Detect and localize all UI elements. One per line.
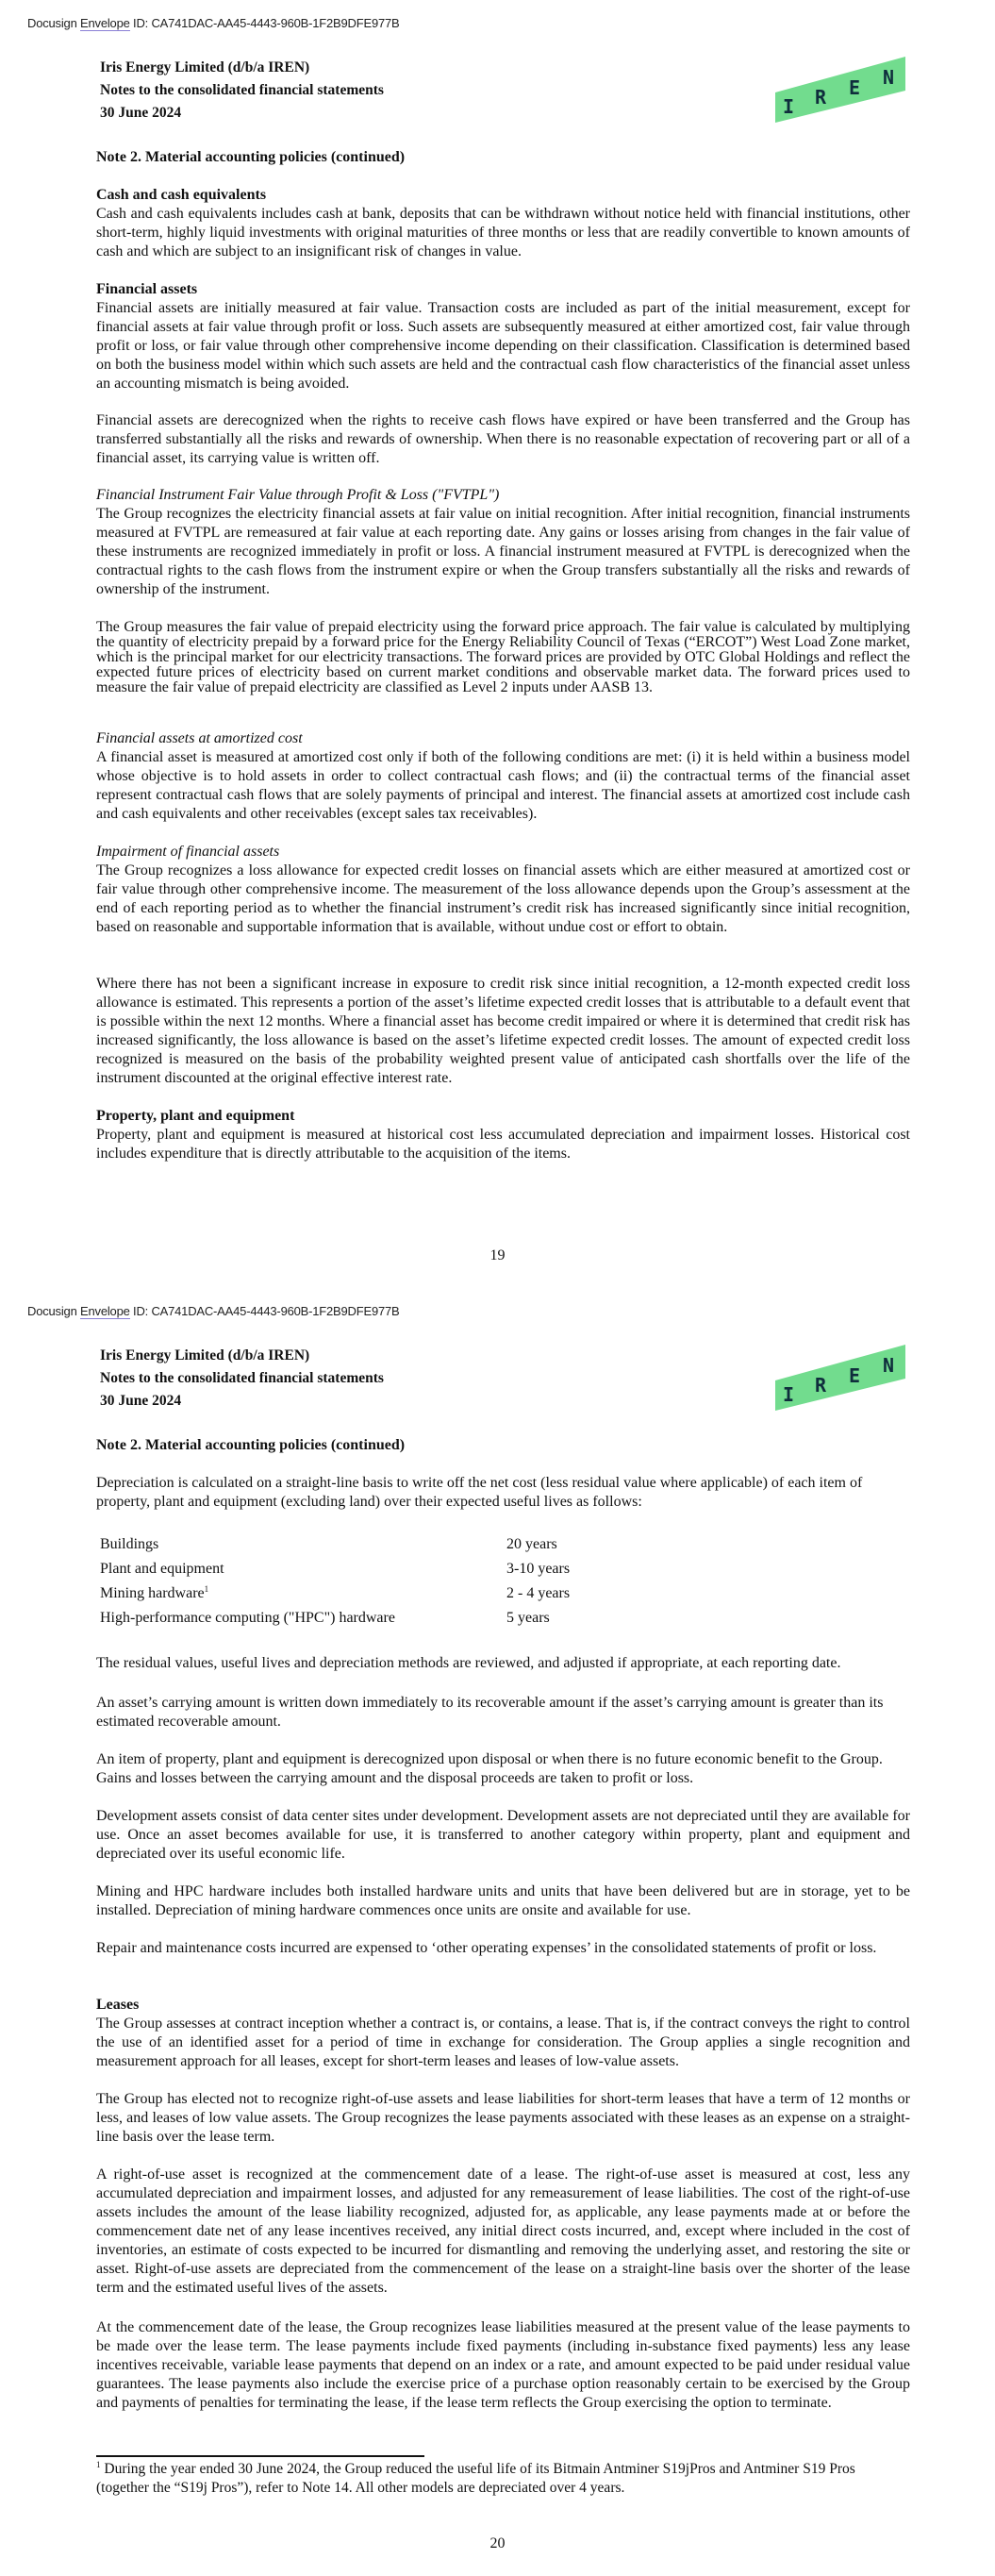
paragraph: The Group recognizes a loss allowance for expected credit losses on financial assets which are either measured at amortized cost or fair value through other comprehensive income. The measurement of the loss allowance depends upon the Group’s assessment at the end of each reporting period as to whether the financial instrument’s credit risk has increased significantly since initial recognition, based on reasonable and supportable information that is available, without undue cost or effort to obtain. [96, 862, 910, 935]
table-row [100, 1561, 571, 1578]
envelope-id: ID: CA741DAC-AA45-4443-960B-1F2B9DFE977B [129, 16, 400, 30]
useful-life: 5 years [506, 1610, 550, 1626]
footnote-text: During the year ended 30 June 2024, the Group reduced the useful life of its Bitmain Antminer S19jPros and Antminer S19 Pros (together the “S19j Pros”), refer to Note 14. All other models are depreciated over 4 years. [96, 2461, 855, 2496]
report-header [100, 57, 384, 125]
logo-letter: E [848, 76, 861, 99]
report-subtitle: Notes to the consolidated financial statements [100, 82, 384, 98]
footnote-ref[interactable]: 1 [204, 1584, 209, 1594]
report-date: 30 June 2024 [100, 105, 182, 121]
paragraph: An asset’s carrying amount is written down immediately to its recoverable amount if the asset’s carrying amount is greater than its estimated recoverable amount. [96, 1695, 884, 1730]
section-heading: Financial assets [96, 281, 198, 297]
subsection-heading: Financial assets at amortized cost [96, 730, 303, 746]
envelope-prefix: Docusign [27, 16, 81, 30]
report-subtitle: Notes to the consolidated financial statements [100, 1370, 384, 1386]
asset-class: Buildings [100, 1536, 159, 1552]
paragraph: At the commencement date of the lease, the Group recognizes lease liabilities measured at the present value of the lease payments to be made over the lease term. The lease payments include fixed payments (including in-substance fixed payments) less any lease incentives receivable, variable lease payments that depend on an index or a rate, and amount expected to be paid under residual value guarantees. The lease payments also include the exercise price of a purchase option reasonably certain to be exercised by the Group and payments of penalties for terminating the lease, if the lease term reflects the Group exercising the option to terminate. [96, 2319, 910, 2411]
section-heading: Property, plant and equipment [96, 1108, 295, 1124]
paragraph: Where there has not been a significant increase in exposure to credit risk since initial recognition, a 12-month expected credit loss allowance is estimated. This represents a portion of the asset’s lifetime expected credit losses that is attributable to a default event that is possible within the next 12 months. Where a financial asset has become credit impaired or where it is determined that credit risk has increased significantly, the loss allowance is based on the asset’s lifetime expected credit losses. The amount of expected credit loss recognized is measured on the basis of the probability weighted present value of anticipated cash shortfalls over the life of the instrument discounted at the original effective interest rate. [96, 976, 910, 1086]
paragraph: An item of property, plant and equipment is derecognized upon disposal or when there is no future economic benefit to the Group. Gains and losses between the carrying amount and the disposal proceeds are taken to profit or loss. [96, 1751, 883, 1786]
paragraph: Repair and maintenance costs incurred are expensed to ‘other operating expenses’ in the consolidated statements of profit or loss. [96, 1940, 877, 1956]
page-number: 19 [489, 1247, 506, 1263]
page-number: 20 [489, 2535, 506, 2551]
logo-letter: R [814, 1374, 827, 1397]
logo-letter: N [882, 1354, 895, 1377]
asset-class: High-performance computing ("HPC") hardware [100, 1610, 395, 1626]
table-row [100, 1610, 550, 1627]
paragraph: The Group assesses at contract inception whether a contract is, or contains, a lease. That is, if the contract conveys the right to control the use of an identified asset for a period of time in exchange for consideration. The Group applies a single recognition and measurement approach for all leases, except for short-term leases and leases of low-value assets. [96, 2016, 910, 2069]
paragraph: Depreciation is calculated on a straight-line basis to write off the net cost (less residual value where applicable) of each item of property, plant and equipment (excluding land) over their expected useful lives as follows: [96, 1475, 863, 1510]
paragraph: The Group measures the fair value of prepaid electricity using the forward price approach. The fair value is calculated by multiplying the quantity of electricity prepaid by a forward price for the Energy Reliability Council of Texas (“ERCOT”) West Load Zone market, which is the principal market for our electricity transactions. The forward prices are provided by OTC Global Holdings and reflect the expected future prices of electricity based on current market conditions and observable market data. The forward prices used to measure the fair value of prepaid electricity are classified as Level 2 inputs under AASB 13. [96, 619, 910, 695]
envelope-link[interactable]: Envelope [80, 16, 130, 30]
useful-life: 20 years [506, 1536, 557, 1552]
table-row [100, 1584, 571, 1602]
paragraph: Financial assets are initially measured at fair value. Transaction costs are included as part of the initial measurement, except for financial assets at fair value through profit or loss. Such assets are subsequently measured at either amortized cost, fair value through profit or loss, or fair value through other comprehensive income depending on their classification. Classification is determined based on both the business model within which such assets are held and the contractual cash flow characteristics of the financial asset unless an accounting mismatch is being avoided. [96, 300, 910, 392]
envelope-id: ID: CA741DAC-AA45-4443-960B-1F2B9DFE977B [129, 1304, 400, 1318]
section-heading: Cash and cash equivalents [96, 187, 267, 203]
docusign-envelope-id [27, 16, 400, 30]
asset-class: Plant and equipment [100, 1561, 224, 1577]
footnote [96, 2460, 910, 2498]
table-row [100, 1536, 557, 1553]
iren-logo [773, 55, 907, 125]
iren-logo [773, 1343, 907, 1413]
logo-letter: R [814, 86, 827, 109]
paragraph: The Group has elected not to recognize right-of-use assets and lease liabilities for short-term leases that have a term of 12 months or less, and leases of low value assets. The Group recognizes the lease payments associated with these leases as an expense on a straight-line basis over the lease term. [96, 2091, 910, 2145]
paragraph: The Group recognizes the electricity financial assets at fair value on initial recognition. After initial recognition, financial instruments measured at FVTPL are remeasured at fair value at each reporting date. Any gains or losses arising from changes in the fair value of these instruments are recognized immediately in profit or loss. A financial instrument measured at FVTPL is derecognized when the contractual rights to the cash flows from the instrument expire or when the Group transfers substantially all the risks and rewards of ownership of the instrument. [96, 506, 910, 597]
envelope-link[interactable]: Envelope [80, 1304, 130, 1318]
paragraph: Financial assets are derecognized when the rights to receive cash flows have expired or have been transferred and the Group has transferred substantially all the risks and rewards of ownership. When there is no reasonable expectation of recovering part or all of a financial asset, its carrying value is written off. [96, 412, 910, 466]
paragraph: Property, plant and equipment is measured at historical cost less accumulated depreciation and impairment losses. Historical cost includes expenditure that is directly attributable to the acquisition of the items. [96, 1127, 910, 1162]
section-heading: Leases [96, 1997, 140, 2013]
paragraph: A right-of-use asset is recognized at the commencement date of a lease. The right-of-use asset is measured at cost, less any accumulated depreciation and impairment losses, and adjusted for any remeasurement of lease liabilities. The cost of the right-of-use assets includes the amount of the lease liability recognized, adjusted for, as applicable, any lease payments made at or before the commencement date net of any lease incentives received, any initial direct costs incurred, and, except where included in the cost of inventories, an estimate of costs expected to be incurred for dismantling and removing the underlying asset, and restoring the site or asset. Right-of-use assets are depreciated from the commencement of the lease on a straight-line basis over the shorter of the lease term and the estimated useful lives of the assets. [96, 2166, 910, 2296]
paragraph: A financial asset is measured at amortized cost only if both of the following conditions are met: (i) it is held within a business model whose objective is to hold assets in order to collect contractual cash flows; and (ii) the contractual terms of the financial asset represent contractual cash flows that are solely payments of principal and interest. The financial assets at amortized cost include cash and cash equivalents and other receivables (except sales tax receivables). [96, 749, 910, 822]
report-header [100, 1345, 384, 1413]
paragraph: Development assets consist of data center sites under development. Development assets are not depreciated until they are available for use. Once an asset becomes available for use, it is transferred to another category within property, plant and equipment and depreciated over its useful economic life. [96, 1808, 910, 1862]
useful-life: 3-10 years [506, 1561, 571, 1577]
company-name: Iris Energy Limited (d/b/a IREN) [100, 1347, 310, 1363]
note-title: Note 2. Material accounting policies (continued) [96, 1437, 406, 1453]
logo-letter: I [782, 1383, 795, 1406]
logo-letter: N [882, 66, 895, 89]
paragraph: The residual values, useful lives and depreciation methods are reviewed, and adjusted if appropriate, at each reporting date. [96, 1655, 841, 1671]
subsection-heading: Financial Instrument Fair Value through Profit & Loss ("FVTPL") [96, 487, 500, 503]
footnote-marker: 1 [96, 2460, 101, 2469]
footnote-divider [96, 2455, 424, 2457]
logo-letter: E [848, 1364, 861, 1387]
asset-class: Mining hardware [100, 1585, 205, 1601]
note-title: Note 2. Material accounting policies (continued) [96, 149, 406, 165]
paragraph: Mining and HPC hardware includes both installed hardware units and units that have been delivered but are in storage, yet to be installed. Depreciation of mining hardware commences once units are onsite and available for use. [96, 1883, 910, 1918]
subsection-heading: Impairment of financial assets [96, 844, 280, 860]
useful-life: 2 - 4 years [506, 1585, 571, 1601]
docusign-envelope-id [27, 1304, 400, 1318]
paragraph: Cash and cash equivalents includes cash at bank, deposits that can be withdrawn without notice held with financial institutions, other short-term, highly liquid investments with original maturities of three months or less that are readily convertible to known amounts of cash and which are subject to an insignificant risk of changes in value. [96, 206, 910, 259]
report-date: 30 June 2024 [100, 1393, 182, 1409]
company-name: Iris Energy Limited (d/b/a IREN) [100, 59, 310, 75]
envelope-prefix: Docusign [27, 1304, 81, 1318]
logo-letter: I [782, 95, 795, 118]
